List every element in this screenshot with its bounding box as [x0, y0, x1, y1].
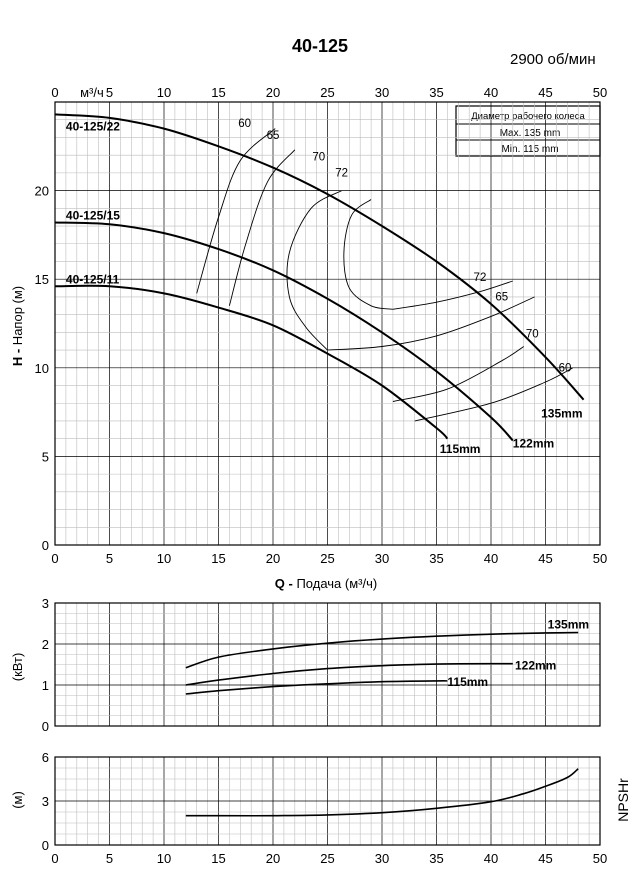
- head-top-tick-label: 40: [483, 85, 499, 100]
- power-y-tick-label: 1: [41, 678, 49, 693]
- npsh-x-tick-label: 45: [538, 851, 553, 866]
- head-x-tick-label: 30: [374, 551, 390, 566]
- efficiency-72-left: [344, 200, 393, 310]
- efficiency-label: 72: [473, 271, 487, 284]
- power-y-axis-title: (кВт): [10, 652, 25, 682]
- legend-min: Min. 115 mm: [501, 144, 559, 155]
- head-curve-name: 40-125/15: [65, 208, 120, 223]
- npsh-x-tick-label: 25: [320, 851, 335, 866]
- npsh-x-tick-label: 10: [156, 851, 172, 866]
- head-top-tick-label: 50: [592, 85, 608, 100]
- npsh-grid: [55, 757, 600, 845]
- head-x-tick-label: 40: [483, 551, 499, 566]
- power-curve-label: 122mm: [514, 658, 557, 673]
- legend-title: Диаметр рабочего колеса: [471, 111, 585, 122]
- head-x-tick-label: 5: [105, 551, 114, 566]
- power-y-ticks: [42, 596, 49, 734]
- npsh-y-axis-title: (м): [10, 791, 25, 809]
- npsh-x-tick-label: 15: [211, 851, 226, 866]
- head-curve-end-label: 135mm: [541, 406, 583, 421]
- head-y-tick-label: 5: [41, 449, 49, 465]
- head-top-tick-label: 10: [156, 85, 172, 100]
- efficiency-label: 65: [266, 130, 280, 143]
- legend-max: Max. 135 mm: [499, 128, 561, 139]
- head-x-tick-label: 0: [51, 551, 59, 566]
- efficiency-label: 72: [335, 167, 349, 180]
- head-y-tick-label: 20: [34, 183, 49, 199]
- head-top-tick-label: 25: [320, 85, 335, 100]
- head-x-tick-label: 45: [538, 551, 553, 566]
- head-curve-name: 40-125/22: [65, 119, 120, 134]
- head-y-axis-title: H - Напор (м): [10, 285, 25, 367]
- power-y-tick-label: 3: [41, 596, 49, 611]
- efficiency-label: 70: [312, 151, 326, 164]
- head-series: [55, 114, 584, 455]
- npsh-x-tick-label: 50: [592, 851, 608, 866]
- npsh-x-tick-label: 40: [483, 851, 499, 866]
- npsh-y-tick-label: 0: [41, 838, 49, 853]
- head-top-tick-label: 35: [429, 85, 444, 100]
- head-top-tick-label: 15: [211, 85, 226, 100]
- npsh-x-ticks: [51, 851, 607, 866]
- head-top-unit-label: м³/ч: [80, 85, 104, 100]
- pump-speed: 2900 об/мин: [510, 51, 596, 68]
- npsh-x-tick-label: 30: [374, 851, 390, 866]
- head-top-ticks: [51, 85, 607, 100]
- head-grid: [55, 102, 600, 545]
- npsh-x-tick-label: 5: [105, 851, 114, 866]
- head-y-tick-label: 10: [34, 360, 49, 376]
- head-y-tick-label: 0: [41, 538, 49, 553]
- efficiency-label: 65: [495, 291, 509, 304]
- head-top-tick-label: 5: [105, 85, 114, 100]
- npsh-right-label: NPSHr: [615, 778, 631, 822]
- head-x-tick-label: 10: [156, 551, 172, 566]
- head-x-axis-title: Q - Подача (м³/ч): [274, 576, 378, 591]
- head-x-tick-label: 50: [592, 551, 608, 566]
- head-x-tick-label: 15: [211, 551, 226, 566]
- head-x-tick-label: 25: [320, 551, 335, 566]
- head-curve-name: 40-125/11: [65, 272, 120, 287]
- power-curve-label: 115mm: [447, 675, 489, 690]
- head-top-tick-label: 30: [374, 85, 390, 100]
- head-top-tick-label: 45: [538, 85, 553, 100]
- npsh-y-tick-label: 6: [41, 750, 49, 765]
- npsh-x-tick-label: 0: [51, 851, 59, 866]
- head-y-ticks: [35, 184, 49, 553]
- head-y-tick-label: 15: [34, 272, 49, 288]
- npsh-y-ticks: [42, 750, 49, 853]
- power-y-tick-label: 0: [41, 719, 49, 734]
- efficiency-label: 60: [558, 362, 572, 375]
- head-x-tick-label: 35: [429, 551, 444, 566]
- efficiency-label: 70: [525, 328, 539, 341]
- head-x-tick-label: 20: [265, 551, 281, 566]
- npsh-x-tick-label: 35: [429, 851, 444, 866]
- head-top-tick-label: 20: [265, 85, 281, 100]
- npsh-y-tick-label: 3: [41, 794, 49, 809]
- efficiency-label: 60: [238, 117, 252, 130]
- power-curve-label: 135mm: [547, 617, 590, 632]
- power-y-tick-label: 2: [41, 637, 49, 652]
- head-x-ticks: [51, 551, 607, 566]
- efficiency-curves: [197, 118, 573, 421]
- chart-title: 40-125: [291, 36, 349, 56]
- power-series: [186, 617, 589, 694]
- head-top-tick-label: 0: [51, 85, 59, 100]
- head-curve-end-label: 115mm: [439, 441, 481, 456]
- head-curve-end-label: 122mm: [512, 436, 555, 451]
- npsh-x-tick-label: 20: [265, 851, 281, 866]
- efficiency-70-left: [287, 191, 342, 351]
- efficiency-70-right: [328, 297, 535, 350]
